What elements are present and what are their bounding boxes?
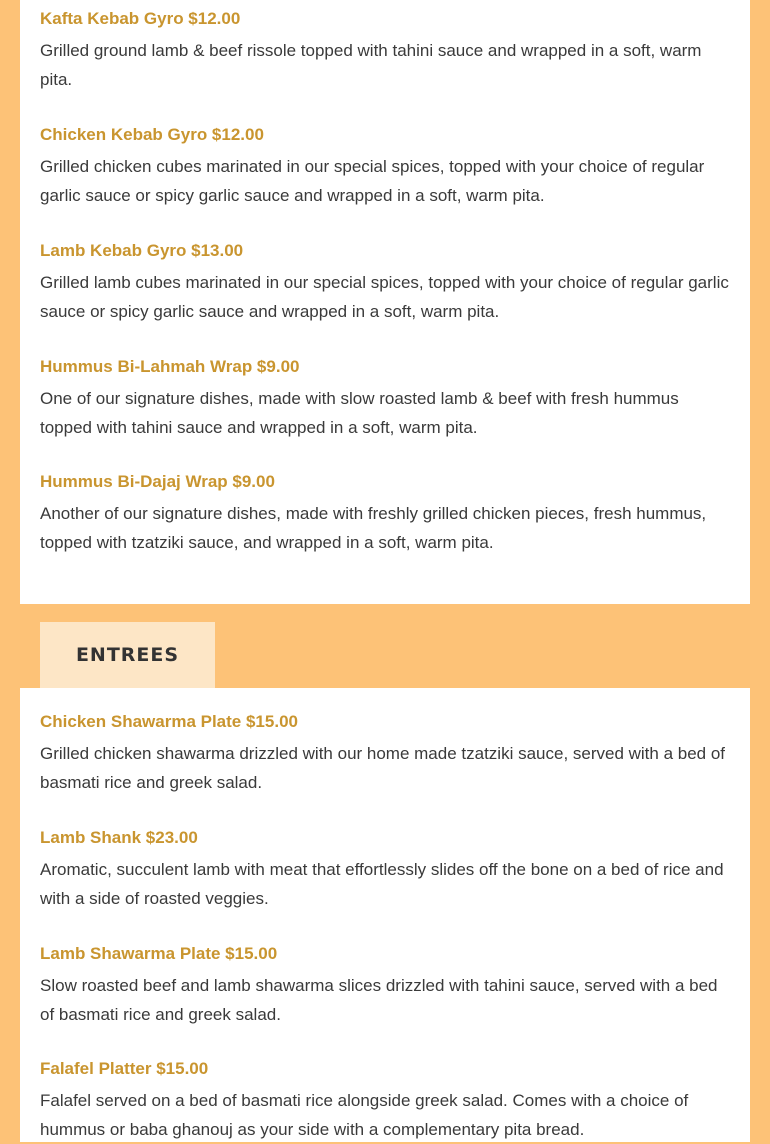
menu-item — [40, 1057, 730, 1144]
menu-item-title: Chicken Shawarma Plate $15.00 — [40, 712, 298, 731]
menu-item — [40, 942, 730, 1029]
menu-item-description: Grilled ground lamb & beef rissole topped with tahini sauce and wrapped in a soft, warm pita. — [40, 41, 702, 89]
menu-item-description: Grilled chicken cubes marinated in our special spices, topped with your choice of regular garlic sauce or spicy garlic sauce and wrapped in a soft, warm pita. — [40, 157, 705, 205]
menu-item-title: Kafta Kebab Gyro $12.00 — [40, 9, 241, 28]
menu-item — [40, 123, 730, 210]
wraps-menu-panel — [20, 0, 750, 604]
menu-item-description: Grilled lamb cubes marinated in our special spices, topped with your choice of regular garlic sauce or spicy garlic sauce and wrapped in a soft, warm pita. — [40, 273, 729, 321]
menu-item-title: Falafel Platter $15.00 — [40, 1059, 209, 1078]
menu-item-title: Hummus Bi-Lahmah Wrap $9.00 — [40, 357, 300, 376]
menu-item-title: Hummus Bi-Dajaj Wrap $9.00 — [40, 472, 275, 491]
menu-item — [40, 239, 730, 326]
menu-item-description: Aromatic, succulent lamb with meat that effortlessly slides off the bone on a bed of rice and with a side of roasted veggies. — [40, 860, 724, 908]
menu-item — [40, 355, 730, 442]
menu-item-title: Lamb Shank $23.00 — [40, 828, 198, 847]
menu-item — [40, 470, 730, 557]
menu-item-title: Lamb Kebab Gyro $13.00 — [40, 241, 244, 260]
menu-item-description: One of our signature dishes, made with slow roasted lamb & beef with fresh hummus topped with tahini sauce and wrapped in a soft, warm pita. — [40, 389, 679, 437]
tab-entrees[interactable] — [40, 622, 215, 688]
menu-item-description: Grilled chicken shawarma drizzled with our home made tzatziki sauce, served with a bed of basmati rice and greek salad. — [40, 744, 726, 792]
menu-item — [40, 7, 730, 94]
menu-item — [40, 826, 730, 913]
entrees-menu-panel — [20, 688, 750, 1142]
menu-item — [40, 710, 730, 797]
menu-item-description: Slow roasted beef and lamb shawarma slices drizzled with tahini sauce, served with a bed of basmati rice and greek salad. — [40, 976, 718, 1024]
menu-item-description: Another of our signature dishes, made with freshly grilled chicken pieces, fresh hummus, topped with tzatziki sauce, and wrapped in a soft, warm pita. — [40, 504, 707, 552]
tab-entrees-label: ENTREES — [75, 644, 180, 666]
menu-item-title: Chicken Kebab Gyro $12.00 — [40, 125, 264, 144]
menu-item-description: Falafel served on a bed of basmati rice alongside greek salad. Comes with a choice of hummus or baba ghanouj as your side with a complementary pita bread. — [40, 1091, 689, 1139]
menu-item-title: Lamb Shawarma Plate $15.00 — [40, 944, 278, 963]
